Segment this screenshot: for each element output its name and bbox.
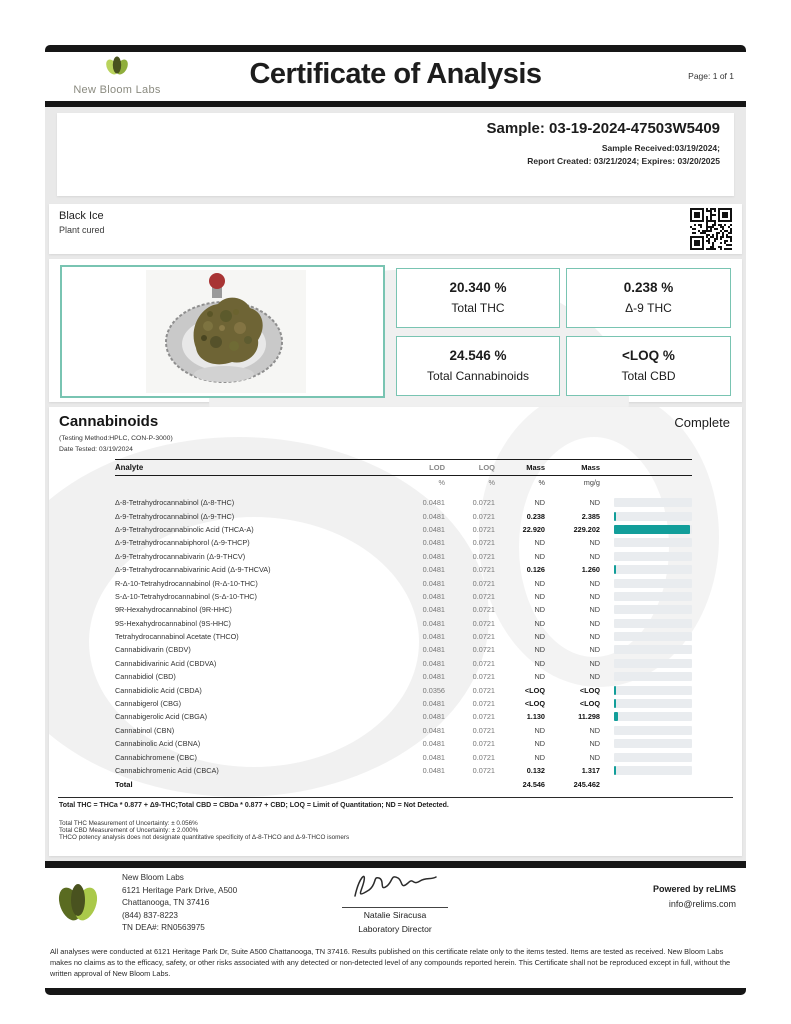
mass-mgg-value: 229.202 bbox=[573, 524, 600, 534]
table-row bbox=[115, 590, 692, 603]
signer-title: Laboratory Director bbox=[358, 924, 432, 934]
loq-value: 0.0721 bbox=[472, 538, 495, 548]
col-bar-spacer bbox=[614, 463, 692, 472]
lab-address1: 6121 Heritage Park Drive, A500 bbox=[122, 885, 238, 895]
lod-value: 0.0481 bbox=[422, 632, 445, 642]
mass-mgg-value: <LOQ bbox=[579, 685, 600, 695]
mass-mgg-value: ND bbox=[589, 725, 600, 735]
total-cannabinoids-label: Total Cannabinoids bbox=[426, 369, 530, 383]
lod-value: 0.0481 bbox=[422, 672, 445, 682]
table-row bbox=[115, 550, 692, 563]
lod-value: 0.0481 bbox=[422, 766, 445, 775]
analyte-name: R-Δ-10-Tetrahydrocannabinol (R-Δ-10-THC) bbox=[115, 578, 258, 588]
total-thc-box bbox=[396, 268, 560, 328]
footnote-mu-cbd: Total CBD Measurement of Uncertainty: ± 2.000% bbox=[59, 827, 199, 834]
total-cbd-box bbox=[566, 336, 731, 396]
mass-pct-value: ND bbox=[534, 605, 545, 615]
sample-photo-frame bbox=[60, 265, 385, 398]
mass-mgg-value: ND bbox=[589, 498, 600, 508]
mass-bar-fill bbox=[614, 525, 690, 534]
disclaimer-text: All analyses were conducted at 6121 Heritage Park Dr, Suite A500 Chattanooga, TN 37416. Results published on this certificate relate only to the items tested. Items are tested as received. New Bloom Labs makes no claims as to the efficacy, safety, or other risks associated with any detected or non-detected level of any compounds reported herein. This Certificate shall not be reproduced except in full, without the written approval of New Bloom Labs. bbox=[50, 947, 731, 978]
table-row bbox=[115, 536, 692, 549]
mass-bar-track bbox=[614, 552, 692, 561]
loq-value: 0.0721 bbox=[472, 739, 495, 749]
analyte-name: 9R-Hexahydrocannabinol (9R-HHC) bbox=[115, 605, 232, 615]
lab-contact-block bbox=[122, 872, 237, 935]
lod-value: 0.0481 bbox=[422, 498, 445, 508]
mass-pct-value: ND bbox=[534, 578, 545, 588]
mass-mgg-value: ND bbox=[589, 739, 600, 749]
table-row bbox=[115, 670, 692, 683]
lab-name: New Bloom Labs bbox=[122, 873, 184, 882]
mass-bar-track bbox=[614, 645, 692, 654]
loq-value: 0.0721 bbox=[472, 551, 495, 561]
analyte-name: Tetrahydrocannabinol Acetate (THCO) bbox=[115, 632, 239, 642]
mass-mgg-value: 1.317 bbox=[581, 766, 600, 775]
mass-mgg-value: ND bbox=[589, 752, 600, 762]
analyte-name: Cannabigerol (CBG) bbox=[115, 699, 182, 709]
lab-dea: TN DEA#: RN0563975 bbox=[122, 923, 205, 933]
loq-value: 0.0721 bbox=[472, 712, 495, 722]
bottom-border-bar bbox=[45, 988, 746, 995]
d9-thc-label: Δ-9 THC bbox=[625, 301, 672, 315]
lod-value: 0.0481 bbox=[422, 578, 445, 588]
table-row bbox=[115, 764, 692, 777]
report-dates: Report Created: 03/21/2024; Expires: 03/20/2025 bbox=[527, 156, 720, 166]
total-mass-mgg: 245.462 bbox=[573, 780, 600, 790]
mass-pct-value: ND bbox=[534, 658, 545, 668]
loq-value: 0.0721 bbox=[472, 752, 495, 762]
analyte-name: Cannabidivarin (CBDV) bbox=[115, 645, 191, 655]
col-mass-mgg: Mass bbox=[581, 463, 600, 472]
loq-value: 0.0721 bbox=[472, 645, 495, 655]
lab-phone: (844) 837-8223 bbox=[122, 910, 178, 920]
analyte-name: Δ-9-Tetrahydrocannabivarinic Acid (Δ-9-THCVA) bbox=[115, 565, 271, 575]
col-lod: LOD bbox=[429, 463, 445, 472]
loq-value: 0.0721 bbox=[472, 565, 495, 575]
leaf-logo-icon bbox=[56, 874, 100, 930]
footnote-mu-thc: Total THC Measurement of Uncertainty: ± 0.056% bbox=[59, 820, 198, 827]
cannabinoids-section bbox=[49, 407, 742, 856]
mass-bar-track bbox=[614, 538, 692, 547]
product-name: Black Ice bbox=[59, 210, 104, 222]
lod-value: 0.0481 bbox=[422, 618, 445, 628]
mass-pct-value: ND bbox=[534, 551, 545, 561]
table-row bbox=[115, 657, 692, 670]
total-thc-value: 20.340 % bbox=[449, 280, 507, 295]
loq-value: 0.0721 bbox=[472, 632, 495, 642]
mass-bar-track bbox=[614, 512, 692, 521]
footnote-thco: THCO potency analysis does not designate quantitative specificity of Δ-8-THCO and Δ-9-THCO isomers bbox=[59, 834, 350, 841]
mass-pct-value: ND bbox=[534, 498, 545, 508]
mass-pct-value: 1.130 bbox=[526, 712, 545, 722]
loq-value: 0.0721 bbox=[472, 725, 495, 735]
mass-bar-track bbox=[614, 699, 692, 708]
cannabinoid-table bbox=[115, 459, 692, 792]
mass-pct-value: ND bbox=[534, 538, 545, 548]
mass-mgg-value: ND bbox=[589, 538, 600, 548]
header bbox=[45, 52, 746, 101]
lod-value: 0.0481 bbox=[422, 739, 445, 749]
total-cannabinoids-value: 24.546 % bbox=[449, 348, 507, 363]
table-row bbox=[115, 603, 692, 616]
mass-pct-value: 22.920 bbox=[522, 524, 545, 534]
signer-name: Natalie Siracusa bbox=[363, 910, 427, 920]
mass-mgg-value: ND bbox=[589, 578, 600, 588]
mass-bar-track bbox=[614, 605, 692, 614]
table-row bbox=[115, 563, 692, 576]
loq-value: 0.0721 bbox=[472, 699, 495, 709]
mass-bar-fill bbox=[614, 712, 618, 721]
mass-bar-track bbox=[614, 579, 692, 588]
lod-value: 0.0481 bbox=[422, 551, 445, 561]
table-row bbox=[115, 750, 692, 763]
analyte-name: Cannabichromenic Acid (CBCA) bbox=[115, 766, 219, 775]
analyte-name: Cannabichromene (CBC) bbox=[115, 752, 197, 762]
mass-mgg-value: ND bbox=[589, 658, 600, 668]
mass-mgg-value: 11.298 bbox=[578, 712, 600, 722]
mass-mgg-value: ND bbox=[589, 632, 600, 642]
mass-mgg-value: ND bbox=[589, 605, 600, 615]
loq-value: 0.0721 bbox=[472, 578, 495, 588]
col-loq: LOQ bbox=[478, 463, 495, 472]
cannabinoid-rows bbox=[115, 496, 692, 777]
lod-value: 0.0481 bbox=[422, 699, 445, 709]
mass-mgg-value: ND bbox=[589, 591, 600, 601]
mass-pct-value: ND bbox=[534, 591, 545, 601]
d9-thc-box bbox=[566, 268, 731, 328]
mass-pct-value: ND bbox=[534, 632, 545, 642]
loq-value: 0.0721 bbox=[472, 511, 495, 521]
unit-lod: % bbox=[438, 478, 445, 487]
total-label: Total bbox=[115, 780, 133, 790]
table-row bbox=[115, 643, 692, 656]
mass-pct-value: 0.132 bbox=[526, 766, 545, 775]
table-row bbox=[115, 496, 692, 509]
mass-bar-fill bbox=[614, 766, 616, 775]
unit-mass-mgg: mg/g bbox=[583, 478, 600, 487]
unit-loq: % bbox=[488, 478, 495, 487]
powered-by-block bbox=[653, 884, 736, 909]
mass-pct-value: ND bbox=[534, 618, 545, 628]
lod-value: 0.0481 bbox=[422, 591, 445, 601]
powered-by: Powered by reLIMS bbox=[652, 884, 736, 894]
mass-bar-track bbox=[614, 766, 692, 775]
analyte-name: Cannabidiol (CBD) bbox=[115, 672, 176, 682]
analyte-name: Cannabinolic Acid (CBNA) bbox=[115, 739, 201, 749]
results-card bbox=[49, 259, 742, 402]
page-indicator: Page: 1 of 1 bbox=[688, 71, 734, 81]
mass-bar-track bbox=[614, 565, 692, 574]
table-row bbox=[115, 724, 692, 737]
mass-bar-fill bbox=[614, 512, 616, 521]
section-title: Cannabinoids bbox=[59, 413, 159, 430]
loq-value: 0.0721 bbox=[472, 658, 495, 668]
sample-received-date: Sample Received:03/19/2024; bbox=[601, 143, 720, 153]
mass-pct-value: ND bbox=[534, 739, 545, 749]
mass-bar-track bbox=[614, 632, 692, 641]
footer-logo bbox=[56, 874, 100, 935]
analyte-name: Δ-9-Tetrahydrocannabinol (Δ-9-THC) bbox=[115, 511, 235, 521]
mass-mgg-value: ND bbox=[589, 618, 600, 628]
mass-pct-value: 0.126 bbox=[526, 565, 545, 575]
mass-mgg-value: 2.385 bbox=[581, 511, 600, 521]
mass-pct-value: 0.238 bbox=[526, 511, 545, 521]
table-row bbox=[115, 630, 692, 643]
mass-bar-fill bbox=[614, 699, 616, 708]
mass-bar-track bbox=[614, 498, 692, 507]
sample-id: Sample: 03-19-2024-47503W5409 bbox=[486, 120, 720, 137]
mass-mgg-value: ND bbox=[589, 645, 600, 655]
top-border-bar bbox=[45, 45, 746, 52]
analyte-name: Cannabidiolic Acid (CBDA) bbox=[115, 685, 202, 695]
lod-value: 0.0481 bbox=[422, 712, 445, 722]
mass-mgg-value: ND bbox=[589, 672, 600, 682]
table-units-row bbox=[115, 476, 692, 489]
mass-bar-track bbox=[614, 753, 692, 762]
lod-value: 0.0481 bbox=[422, 511, 445, 521]
lod-value: 0.0356 bbox=[422, 685, 445, 695]
analyte-name: Cannabinol (CBN) bbox=[115, 725, 175, 735]
mass-bar-track bbox=[614, 726, 692, 735]
mass-bar-track bbox=[614, 686, 692, 695]
mass-bar-track bbox=[614, 619, 692, 628]
signature-image bbox=[345, 866, 445, 902]
lod-value: 0.0481 bbox=[422, 752, 445, 762]
lab-address2: Chattanooga, TN 37416 bbox=[122, 898, 210, 908]
lod-value: 0.0481 bbox=[422, 605, 445, 615]
analyte-name: Δ-9-Tetrahydrocannabiphorol (Δ-9-THCP) bbox=[115, 538, 250, 548]
analyte-name: Δ-8-Tetrahydrocannabinol (Δ-8-THC) bbox=[115, 498, 235, 508]
table-row bbox=[115, 683, 692, 696]
product-type: Plant cured bbox=[59, 225, 105, 235]
footnote-formula: Total THC = THCa * 0.877 + Δ9-THC;Total CBD = CBDa * 0.877 + CBD; LOQ = Limit of Quantitation; ND = Not Detected. bbox=[59, 802, 449, 809]
lod-value: 0.0481 bbox=[422, 725, 445, 735]
table-row bbox=[115, 617, 692, 630]
mass-bar-track bbox=[614, 739, 692, 748]
table-row bbox=[115, 576, 692, 589]
loq-value: 0.0721 bbox=[472, 605, 495, 615]
loq-value: 0.0721 bbox=[472, 672, 495, 682]
mass-pct-value: ND bbox=[534, 725, 545, 735]
analyte-name: 9S-Hexahydrocannabinol (9S-HHC) bbox=[115, 618, 231, 628]
lod-value: 0.0481 bbox=[422, 524, 445, 534]
signature-block bbox=[330, 866, 460, 934]
total-thc-label: Total THC bbox=[451, 301, 505, 315]
sample-info-card bbox=[57, 113, 734, 196]
lod-value: 0.0481 bbox=[422, 645, 445, 655]
analyte-name: Δ-9-Tetrahydrocannabinolic Acid (THCA-A) bbox=[115, 524, 254, 534]
col-mass-pct: Mass bbox=[526, 463, 545, 472]
loq-value: 0.0721 bbox=[472, 524, 495, 534]
analyte-name: S-Δ-10-Tetrahydrocannabinol (S-Δ-10-THC) bbox=[115, 591, 257, 601]
mass-bar-track bbox=[614, 659, 692, 668]
product-card bbox=[49, 204, 742, 254]
mass-pct-value: ND bbox=[534, 645, 545, 655]
loq-value: 0.0721 bbox=[472, 591, 495, 601]
mass-bar-fill bbox=[614, 686, 616, 695]
mass-pct-value: <LOQ bbox=[524, 685, 545, 695]
table-total-row bbox=[115, 777, 692, 792]
lod-value: 0.0481 bbox=[422, 538, 445, 548]
mass-pct-value: ND bbox=[534, 672, 545, 682]
total-mass-pct: 24.546 bbox=[522, 780, 545, 790]
unit-mass-pct: % bbox=[538, 478, 545, 487]
mass-mgg-value: ND bbox=[589, 551, 600, 561]
loq-value: 0.0721 bbox=[472, 498, 495, 508]
table-header-row bbox=[115, 459, 692, 476]
mass-pct-value: ND bbox=[534, 752, 545, 762]
loq-value: 0.0721 bbox=[472, 766, 495, 775]
mass-pct-value: <LOQ bbox=[524, 699, 545, 709]
total-cbd-label: Total CBD bbox=[621, 369, 676, 383]
mass-bar-track bbox=[614, 712, 692, 721]
sample-photo bbox=[146, 270, 306, 393]
signature-line bbox=[342, 907, 448, 908]
brand-name: New Bloom Labs bbox=[73, 84, 161, 96]
analyte-name: Δ-9-Tetrahydrocannabivarin (Δ-9-THCV) bbox=[115, 551, 246, 561]
document-title: Certificate of Analysis bbox=[249, 58, 542, 90]
table-row bbox=[115, 710, 692, 723]
mass-bar-fill bbox=[614, 565, 616, 574]
qr-code bbox=[690, 208, 732, 250]
loq-value: 0.0721 bbox=[472, 685, 495, 695]
table-row bbox=[115, 509, 692, 522]
mass-mgg-value: <LOQ bbox=[579, 699, 600, 709]
testing-method: (Testing Method:HPLC, CON-P-3000) bbox=[59, 435, 173, 442]
lod-value: 0.0481 bbox=[422, 658, 445, 668]
lod-value: 0.0481 bbox=[422, 565, 445, 575]
table-row bbox=[115, 697, 692, 710]
mass-bar-track bbox=[614, 592, 692, 601]
table-row bbox=[115, 737, 692, 750]
date-tested: Date Tested: 03/19/2024 bbox=[59, 446, 133, 453]
col-analyte: Analyte bbox=[115, 463, 144, 472]
mass-bar-track bbox=[614, 525, 692, 534]
contact-email: info@relims.com bbox=[668, 899, 736, 909]
section-status: Complete bbox=[674, 415, 730, 430]
loq-value: 0.0721 bbox=[472, 618, 495, 628]
analyte-name: Cannabigerolic Acid (CBGA) bbox=[115, 712, 208, 722]
table-row bbox=[115, 523, 692, 536]
d9-thc-value: 0.238 % bbox=[623, 280, 674, 295]
mass-bar-track bbox=[614, 672, 692, 681]
footnote-divider bbox=[58, 797, 733, 798]
total-cannabinoids-box bbox=[396, 336, 560, 396]
analyte-name: Cannabidivarinic Acid (CBDVA) bbox=[115, 658, 217, 668]
total-cbd-value: <LOQ % bbox=[622, 348, 675, 363]
mass-mgg-value: 1.260 bbox=[581, 565, 600, 575]
